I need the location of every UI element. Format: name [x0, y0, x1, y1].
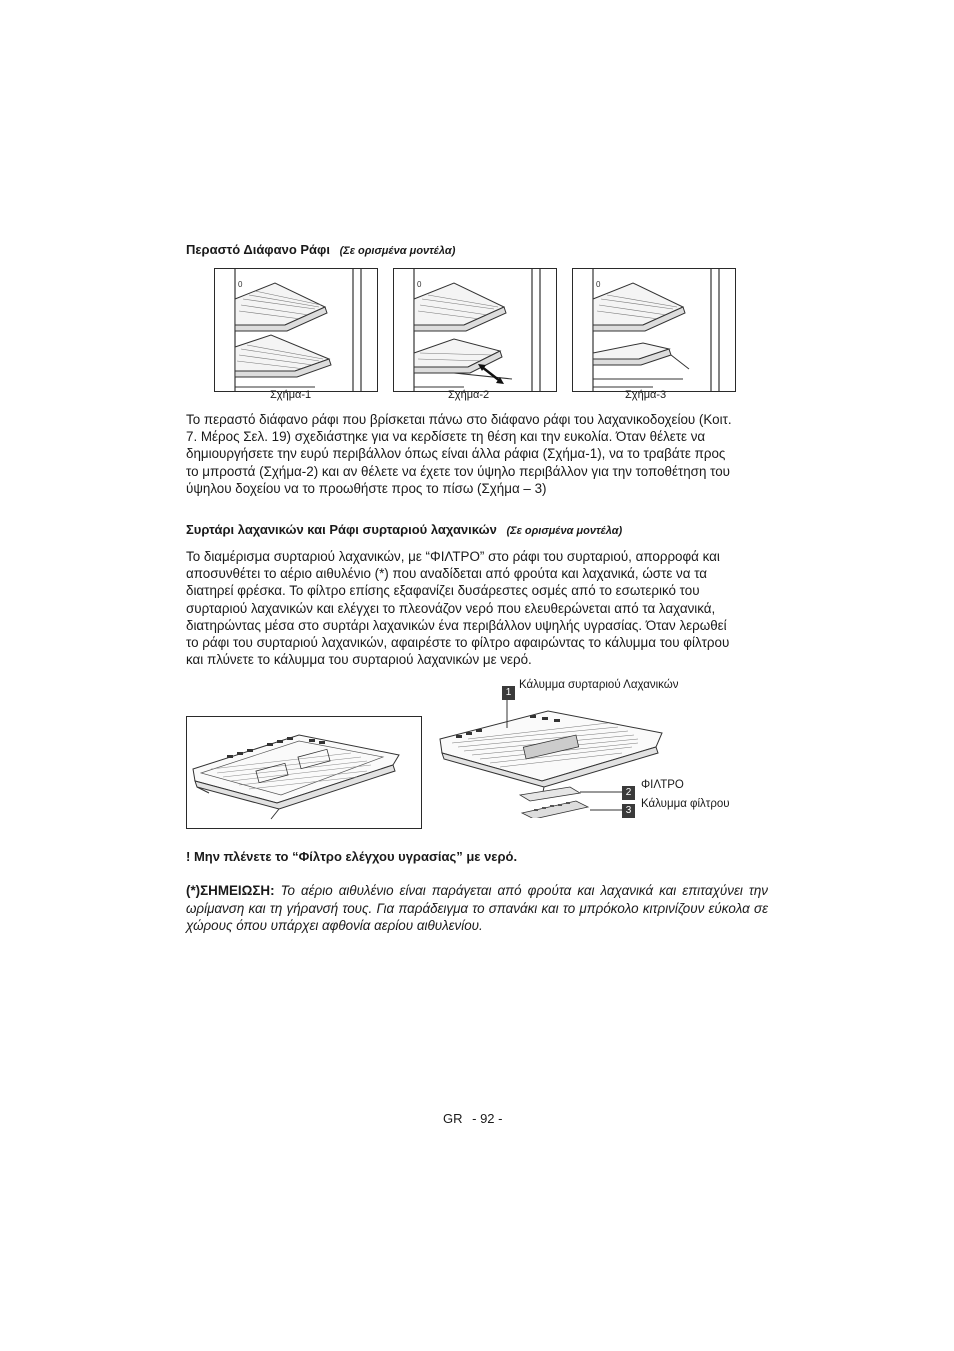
figure-2-caption: Σχήμα-2 [448, 389, 490, 401]
figure-2 [393, 268, 557, 392]
figure-1 [214, 268, 378, 392]
figure-3 [572, 268, 736, 392]
callout-1-leader [500, 690, 512, 730]
svg-text:0: 0 [417, 280, 422, 289]
paragraph-line: συρταριού λαχανικών και ελέγχει το πλεονάζον νερό που ελευθερώνεται από τα λαχανικά, [186, 600, 716, 616]
figure-2-drawing [394, 269, 556, 391]
figure-3-drawing [573, 269, 735, 391]
note-label: (*)ΣΗΜΕΙΩΣΗ: [186, 883, 275, 898]
section1-title: Περαστό Διάφανο Ράφι [186, 242, 330, 257]
crisper-exploded-figure [438, 707, 665, 818]
paragraph-line: και πλύνετε το κάλυμμα του συρταριού λαχανικών με νερό. [186, 652, 532, 668]
callout-number-2: 2 [622, 786, 635, 800]
callout-label-filter: ΦΙΛΤΡΟ [641, 779, 684, 791]
paragraph-line: ύψηλου δοχείου να το προωθήστε προς το πίσω (Σχήμα – 3) [186, 480, 547, 496]
section2-heading [186, 522, 622, 537]
callout-number-1: 1 [502, 686, 515, 700]
callout-label-crisper-cover: Κάλυμμα συρταριού Λαχανικών [519, 679, 679, 691]
svg-text:0: 0 [238, 280, 243, 289]
page-footer [443, 1111, 502, 1126]
callout-2-leader [580, 788, 624, 796]
note-text: Το αέριο αιθυλένιο είναι παράγεται από φρούτα και λαχανικά και επιταχύνει την ωρίμανση και τη γήρανσή τους. Για παράδειγμα το σπανάκι και το μπρόκολο κιτρινίζουν εύκολα σε χώρους όπου υπάρχει αφθονία αερίου αιθυλενίου. [186, 883, 768, 933]
figure-1-caption: Σχήμα-1 [270, 389, 312, 401]
paragraph-line: Το περαστό διάφανο ράφι που βρίσκεται πάνω στο διάφανο ράφι του λαχανικοδοχείου (Κοιτ. [186, 412, 732, 427]
callout-3-leader [590, 806, 624, 814]
crisper-cover-figure [186, 716, 422, 829]
paragraph-line: αποσυνθέτει το αέριο αιθυλένιο (*) που αναδίδεται από φρούτα και λαχανικά, ώστε να τα [186, 566, 708, 582]
figure-3-caption: Σχήμα-3 [625, 389, 667, 401]
paragraph-line: Το διαμέρισμα συρταριού λαχανικών, με “ΦΙΛΤΡΟ” στο ράφι του συρταριού, απορροφά και [186, 549, 720, 564]
callout-number-3: 3 [622, 804, 635, 818]
paragraph-line: το ράφι του συρταριού λαχανικών, αφαιρέστε το φίλτρο αφαιρώντας το κάλυμμα του φίλτρου [186, 635, 730, 651]
washing-warning: ! Μην πλένετε το “Φίλτρο ελέγχου υγρασίας” με νερό. [186, 849, 518, 864]
section1-heading [186, 242, 455, 257]
paragraph-line: δημιουργήσετε την ευρύ περιβάλλον όπως είναι άλλα ράφια (Σχήμα-1), να το τραβάτε προς [186, 446, 726, 462]
section1-model-note: (Σε ορισμένα μοντέλα) [339, 245, 456, 257]
section1-paragraph [186, 411, 768, 497]
section2-title: Συρτάρι λαχανικών και Ράφι συρταριού λαχανικών [186, 522, 497, 537]
figure-1-drawing [215, 269, 377, 391]
ethylene-note [186, 882, 768, 935]
paragraph-line: διατηρεί φρέσκα. Το φίλτρο επίσης εξαφανίζει δυσάρεστες οσμές από το εσωτερικό του [186, 583, 700, 599]
crisper-exploded-drawing [438, 707, 665, 818]
footer-language: GR [443, 1111, 463, 1126]
paragraph-line: το μπροστά (Σχήμα-2) και αν θέλετε να έχετε τον ύψηλο περιβάλλον για την τοποθέτηση του [186, 463, 730, 479]
crisper-cover-drawing [187, 717, 421, 828]
callout-label-filter-cover: Κάλυμμα φίλτρου [641, 798, 730, 810]
section2-paragraph [186, 548, 768, 668]
paragraph-line: 7. Μέρος Σελ. 19) σχεδιάστηκε για να κερδίσετε τη θέση και την ευκολία. Όταν θέλετε να [186, 429, 706, 445]
page-number: - 92 - [472, 1111, 503, 1126]
section2-model-note: (Σε ορισμένα μοντέλα) [506, 525, 623, 537]
paragraph-line: διατηρώντας μέσα στο συρτάρι λαχανικών ένα περιβάλλον υψηλής υγρασίας. Όταν λερωθεί [186, 617, 727, 633]
svg-text:0: 0 [596, 280, 601, 289]
